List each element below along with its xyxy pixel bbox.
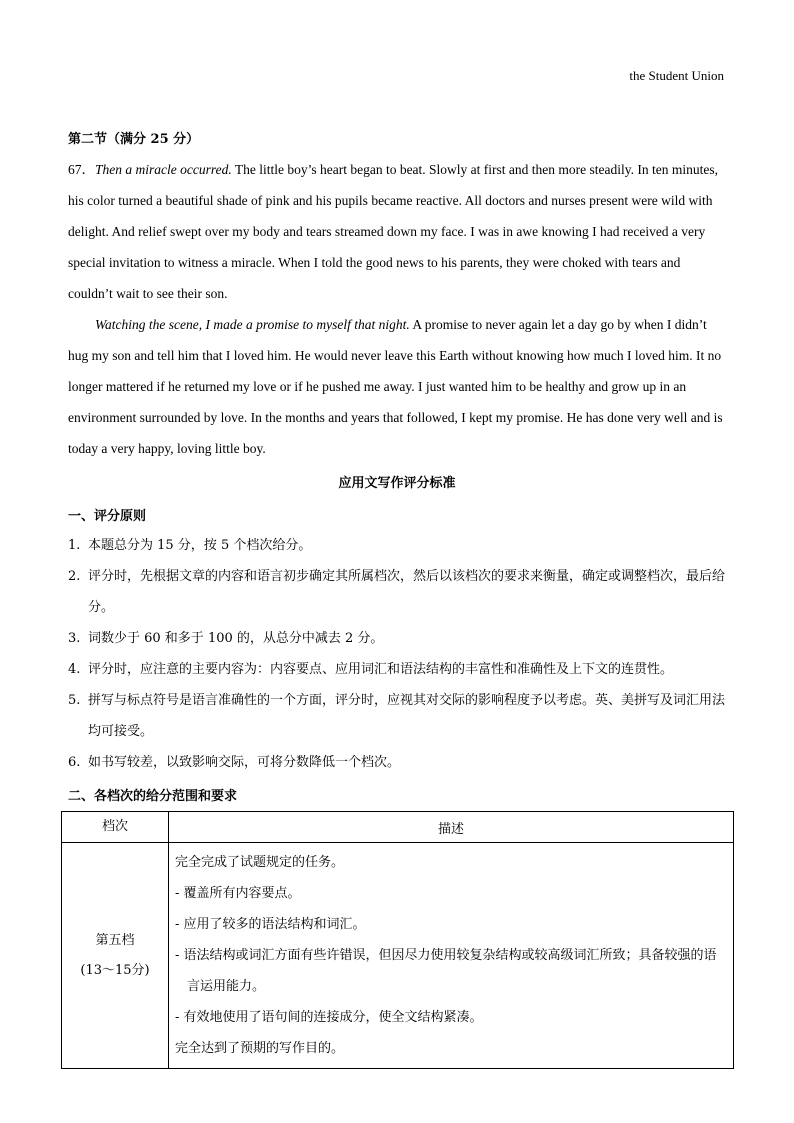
paragraph-2-body: A promise to never again let a day go by when I didn’t hug my son and tell him that I loved him. He would never leave this Earth without knowing how much I loved him. It no longer mattered if he returned my love or if he pushed me away. I just wanted him to be healthy and grow up in an environment surrounded by love. In the months and years that followed, I kept my promise. He has done very well and is today a very happy, loving little boy. bbox=[68, 317, 723, 456]
column-header-level: 档次 bbox=[62, 812, 169, 843]
description-line: 完全达到了预期的写作目的。 bbox=[175, 1041, 345, 1056]
criteria-title: 应用文写作评分标准 bbox=[338, 476, 456, 491]
list-item-number: 5. bbox=[68, 693, 81, 708]
paragraph-2-lead: Watching the scene, I made a promise to myself that night. bbox=[95, 317, 410, 332]
list-item-text: 拼写与标点符号是语言准确性的一个方面，评分时，应视其对交际的影响程度予以考虑。英、美拼写及词汇用法均可接受。 bbox=[88, 693, 726, 739]
list-item bbox=[68, 561, 734, 623]
principles-list bbox=[68, 530, 734, 778]
list-item-text: 评分时，应注意的主要内容为：内容要点、应用词汇和语法结构的丰富性和准确性及上下文的连贯性。 bbox=[88, 662, 674, 677]
passage-paragraph-2 bbox=[68, 309, 728, 464]
table-header-row bbox=[62, 812, 734, 843]
level-name: 第五档 bbox=[95, 932, 135, 948]
paragraph-1-lead: Then a miracle occurred. bbox=[95, 162, 232, 177]
column-header-description: 描述 bbox=[169, 812, 734, 843]
list-item bbox=[68, 623, 734, 654]
description-cell bbox=[169, 843, 734, 1069]
list-item-text: 本题总分为 15 分，按 5 个档次给分。 bbox=[88, 538, 312, 553]
list-item bbox=[68, 530, 734, 561]
description-line: - 有效地使用了语句间的连接成分，使全文结构紧凑。 bbox=[175, 1010, 483, 1025]
description-line: 完全完成了试题规定的任务。 bbox=[175, 855, 345, 870]
list-item bbox=[68, 747, 734, 778]
page-header: the Student Union bbox=[629, 68, 724, 83]
question-number: 67． bbox=[68, 162, 95, 177]
principles-heading: 一、评分原则 bbox=[68, 509, 147, 524]
description-line: - 应用了较多的语法结构和词汇。 bbox=[175, 917, 366, 932]
level-range: (13～15分) bbox=[80, 962, 150, 978]
passage-paragraph-1 bbox=[68, 154, 728, 309]
list-item-text: 评分时，先根据文章的内容和语言初步确定其所属档次，然后以该档次的要求来衡量，确定或调整档次，最后给分。 bbox=[88, 569, 726, 615]
level-cell bbox=[62, 843, 169, 1069]
list-item-number: 6. bbox=[68, 755, 81, 770]
levels-heading: 二、各档次的给分范围和要求 bbox=[68, 789, 238, 804]
list-item-text: 词数少于 60 和多于 100 的，从总分中减去 2 分。 bbox=[88, 631, 384, 646]
section-title: 第二节（满分 25 分） bbox=[68, 132, 200, 147]
list-item bbox=[68, 685, 734, 747]
list-item-number: 2. bbox=[68, 569, 81, 584]
list-item-number: 4. bbox=[68, 662, 81, 677]
description-line: - 覆盖所有内容要点。 bbox=[175, 886, 301, 901]
grading-table bbox=[61, 811, 734, 1069]
list-item-number: 1. bbox=[68, 538, 81, 553]
list-item-number: 3. bbox=[68, 631, 81, 646]
table-row bbox=[62, 843, 734, 1069]
description-line: - 语法结构或词汇方面有些许错误，但因尽力使用较复杂结构或较高级词汇所致；具备较强的语言运用能力。 bbox=[175, 948, 717, 994]
list-item bbox=[68, 654, 734, 685]
paragraph-1-body: The little boy’s heart began to beat. Slowly at first and then more steadily. In ten minutes, his color turned a beautiful shade of pink and his pupils became reactive. All doctors and nurses present were wild with delight. And relief swept over my body and tears streamed down my face. I was in awe knowing I had received a very special invitation to witness a miracle. When I told the good news to his parents, they were choked with tears and couldn’t wait to see their son. bbox=[68, 162, 718, 301]
list-item-text: 如书写较差，以致影响交际，可将分数降低一个档次。 bbox=[88, 755, 401, 770]
